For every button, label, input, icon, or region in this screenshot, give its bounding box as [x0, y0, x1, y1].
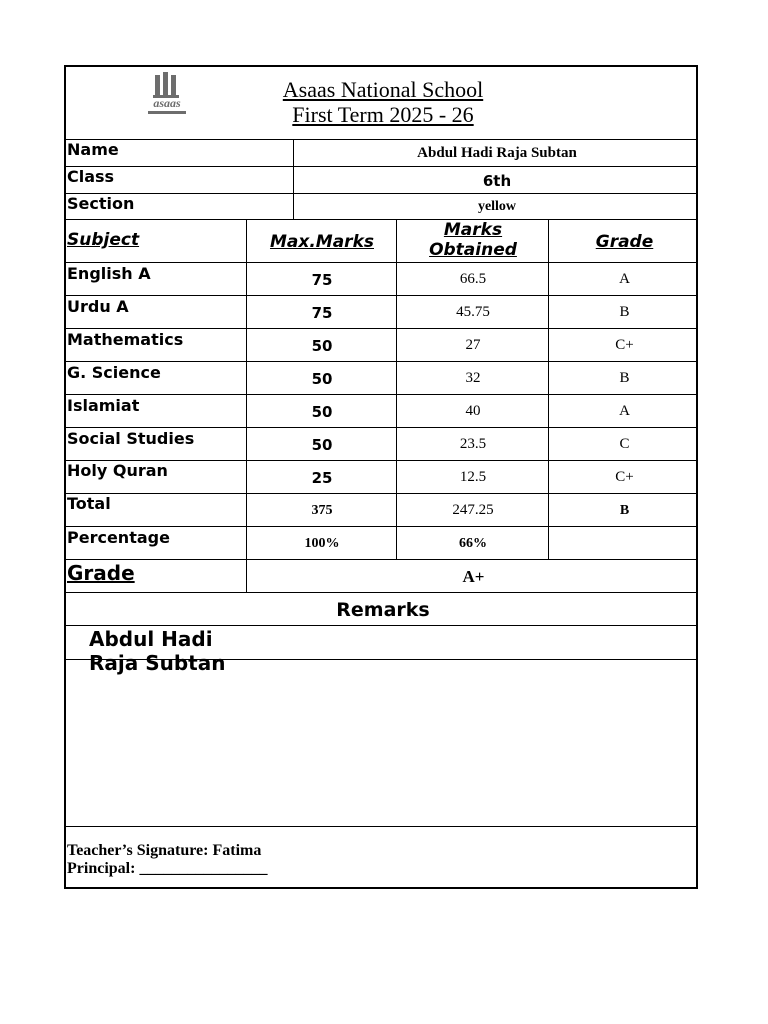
divider [246, 219, 247, 592]
divider [66, 219, 696, 220]
divider [66, 166, 696, 167]
percentage-label: Percentage [67, 528, 170, 547]
subject-header: Subject [67, 230, 140, 250]
remarks-text [89, 627, 289, 675]
max-marks-header: Max.Marks [269, 231, 374, 252]
max-marks: 50 [311, 369, 333, 388]
marks-obtained: 40 [465, 403, 481, 419]
logo-wordmark: asaas [153, 96, 181, 110]
remarks-text-line1: Abdul Hadi [89, 627, 213, 651]
marks-obtained: 66.5 [459, 271, 487, 287]
report-card [64, 65, 698, 889]
marks-obtained-header-line1: Marks [443, 220, 503, 240]
percentage-max: 100% [304, 535, 340, 551]
subject-name: Urdu A [67, 297, 129, 316]
name-label: Name [67, 140, 119, 159]
divider [66, 493, 696, 494]
section-value: yellow [477, 199, 517, 214]
max-marks: 75 [311, 303, 333, 322]
subject-name: Mathematics [67, 330, 184, 349]
divider [66, 460, 696, 461]
principal-signature: Principal: ________________ [67, 860, 268, 877]
divider [66, 592, 696, 593]
divider [66, 526, 696, 527]
subject-name: English A [67, 264, 151, 283]
subject-name: Social Studies [67, 429, 195, 448]
class-value: 6th [482, 171, 512, 190]
subject-grade: B [619, 304, 630, 320]
marks-obtained: 32 [465, 370, 481, 386]
max-marks: 50 [311, 402, 333, 421]
name-value: Abdul Hadi Raja Subtan [417, 145, 577, 161]
teacher-signature: Teacher’s Signature: Fatima [67, 842, 262, 859]
max-marks: 25 [311, 468, 333, 487]
marks-obtained: 45.75 [456, 304, 490, 320]
term-title: First Term 2025 - 26 [292, 102, 474, 127]
divider [66, 328, 696, 329]
class-label: Class [67, 167, 115, 186]
total-label: Total [67, 494, 111, 513]
marks-obtained-header-line2: Obtained [429, 240, 517, 260]
subject-grade: C [619, 436, 630, 452]
divider [66, 295, 696, 296]
remarks-text-line2: Raja Subtan [89, 651, 226, 675]
section-label: Section [67, 194, 135, 213]
divider [396, 219, 397, 559]
marks-obtained: 12.5 [459, 469, 487, 485]
total-marks-obtained: 247.25 [452, 502, 494, 518]
divider [293, 139, 294, 219]
subject-grade: C+ [615, 469, 634, 485]
divider [66, 361, 696, 362]
total-grade: B [619, 502, 630, 518]
marks-obtained: 27 [465, 337, 481, 353]
marks-obtained-header [397, 220, 549, 260]
divider [66, 139, 696, 140]
subject-name: Holy Quran [67, 461, 168, 480]
subject-grade: A [619, 403, 630, 419]
divider [66, 559, 696, 560]
divider [548, 219, 549, 559]
divider [66, 262, 696, 263]
divider [66, 193, 696, 194]
marks-obtained: 23.5 [459, 436, 487, 452]
max-marks: 50 [311, 336, 333, 355]
overall-grade-value: A+ [462, 566, 485, 586]
divider [66, 625, 696, 626]
percentage-obtained: 66% [459, 535, 487, 551]
subject-name: G. Science [67, 363, 161, 382]
subject-grade: C+ [615, 337, 634, 353]
subject-name: Islamiat [67, 396, 140, 415]
divider [66, 394, 696, 395]
total-max-marks: 375 [311, 502, 333, 518]
grade-header: Grade [595, 231, 654, 252]
divider [66, 826, 696, 827]
max-marks: 75 [311, 270, 333, 289]
subject-grade: A [619, 271, 630, 287]
overall-grade-label: Grade [67, 561, 135, 585]
max-marks: 50 [311, 435, 333, 454]
school-name: Asaas National School [282, 77, 484, 102]
subject-grade: B [619, 370, 630, 386]
divider [66, 427, 696, 428]
remarks-label: Remarks [336, 598, 430, 621]
divider [66, 659, 696, 660]
